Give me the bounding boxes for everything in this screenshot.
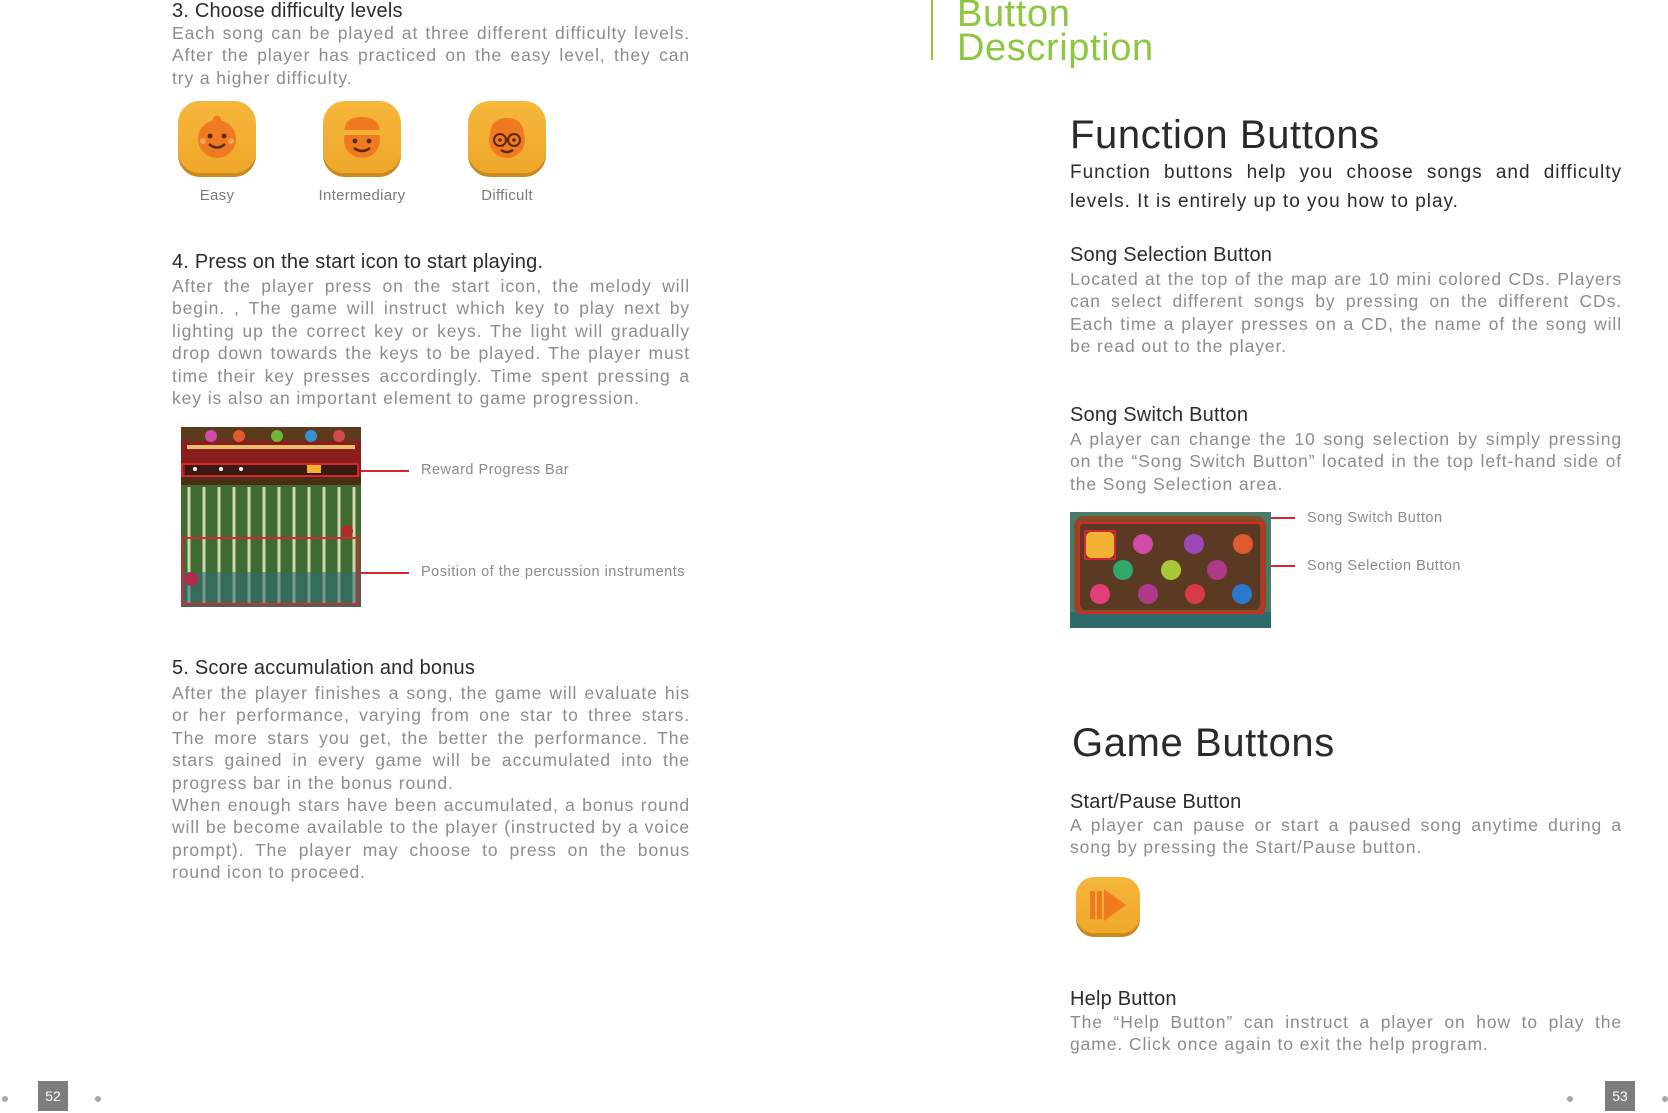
- start-pause-heading: Start/Pause Button: [1070, 791, 1242, 813]
- section3-heading: 3. Choose difficulty levels: [172, 0, 403, 22]
- section5-heading: 5. Score accumulation and bonus: [172, 657, 476, 679]
- footer-dot: [2, 1096, 8, 1102]
- easy-level-button[interactable]: [178, 101, 256, 173]
- footer-dot: [1662, 1096, 1668, 1102]
- function-buttons-title: Function Buttons: [1070, 113, 1380, 157]
- section5-body-paragraph-2: When enough stars have been accumulated, a bonus round will be become available to the player (instructed by a voice prompt). The player may choose to press on the bonus round icon to proceed.: [172, 795, 690, 883]
- section5-body-paragraph-1: After the player finishes a song, the game will evaluate his or her performance, varying from one star to three stars. The more stars you get, the better the performance. The stars gained in every game will be accumulated into the progress bar in the bonus round.: [172, 683, 690, 793]
- callout-line: [361, 470, 409, 472]
- percussion-highlight: [181, 537, 359, 605]
- callout-line: [1271, 565, 1295, 567]
- footer-dot: [95, 1096, 101, 1102]
- start-pause-body: A player can pause or start a paused song anytime during a song by pressing the Start/Pause button.: [1070, 815, 1622, 858]
- difficult-level-button[interactable]: [468, 101, 546, 173]
- callout-line: [1271, 517, 1295, 519]
- reward-progress-highlight: [181, 463, 359, 477]
- reward-progress-callout: Reward Progress Bar: [421, 462, 570, 478]
- baby-face-icon: [191, 111, 243, 163]
- title-accent-bar: [931, 0, 933, 60]
- song-selection-heading: Song Selection Button: [1070, 244, 1273, 266]
- function-buttons-intro: Function buttons help you choose songs and difficulty levels. It is entirely up to you how to play.: [1070, 162, 1622, 212]
- play-pause-icon: [1086, 885, 1130, 925]
- song-selection-body: Located at the top of the map are 10 mini colored CDs. Players can select different songs by pressing on the different CDs. Each time a player presses on a CD, the name of the song will be read out to the player.: [1070, 269, 1622, 357]
- song-selection-callout: Song Selection Button: [1307, 558, 1461, 574]
- start-pause-button[interactable]: [1076, 877, 1140, 933]
- section4-heading: 4. Press on the start icon to start playing.: [172, 251, 544, 273]
- chapter-title-line1: Button: [957, 0, 1071, 35]
- song-selection-highlight: [1078, 522, 1264, 614]
- chapter-title-line2: Description: [957, 27, 1154, 69]
- section4-body: After the player press on the start icon, the melody will begin. , The game will instruct which key to play next by lighting up the correct key or keys. The light will gradually drop down towards the keys to be played. The player must time their key presses accordingly. Time spent pressing a key is also an important element to game progression.: [172, 276, 690, 409]
- song-switch-body: A player can change the 10 song selection by simply pressing on the “Song Switch Button” located in the top left-hand side of the Song Selection area.: [1070, 429, 1622, 494]
- glasses-face-icon: [481, 111, 533, 163]
- song-selection-screenshot: [1070, 512, 1271, 628]
- help-body: The “Help Button” can instruct a player on how to play the game. Click once again to exit the help program.: [1070, 1012, 1622, 1055]
- section3-body: Each song can be played at three different difficulty levels. After the player has practiced on the easy level, they can try a higher difficulty.: [172, 23, 690, 88]
- section5-body: [172, 682, 690, 884]
- gameplay-screenshot: [181, 427, 361, 607]
- percussion-callout: Position of the percussion instruments: [421, 564, 686, 580]
- page-number: 53: [1605, 1081, 1635, 1111]
- song-switch-heading: Song Switch Button: [1070, 404, 1249, 426]
- difficult-label: Difficult: [481, 187, 533, 204]
- game-buttons-title: Game Buttons: [1072, 721, 1335, 765]
- song-switch-callout: Song Switch Button: [1307, 510, 1443, 526]
- intermediary-label: Intermediary: [318, 187, 406, 204]
- cap-face-icon: [336, 111, 388, 163]
- help-heading: Help Button: [1070, 988, 1177, 1010]
- easy-label: Easy: [199, 187, 235, 204]
- callout-line: [361, 572, 409, 574]
- page-number: 52: [38, 1081, 68, 1111]
- intermediary-level-button[interactable]: [323, 101, 401, 173]
- footer-dot: [1567, 1096, 1573, 1102]
